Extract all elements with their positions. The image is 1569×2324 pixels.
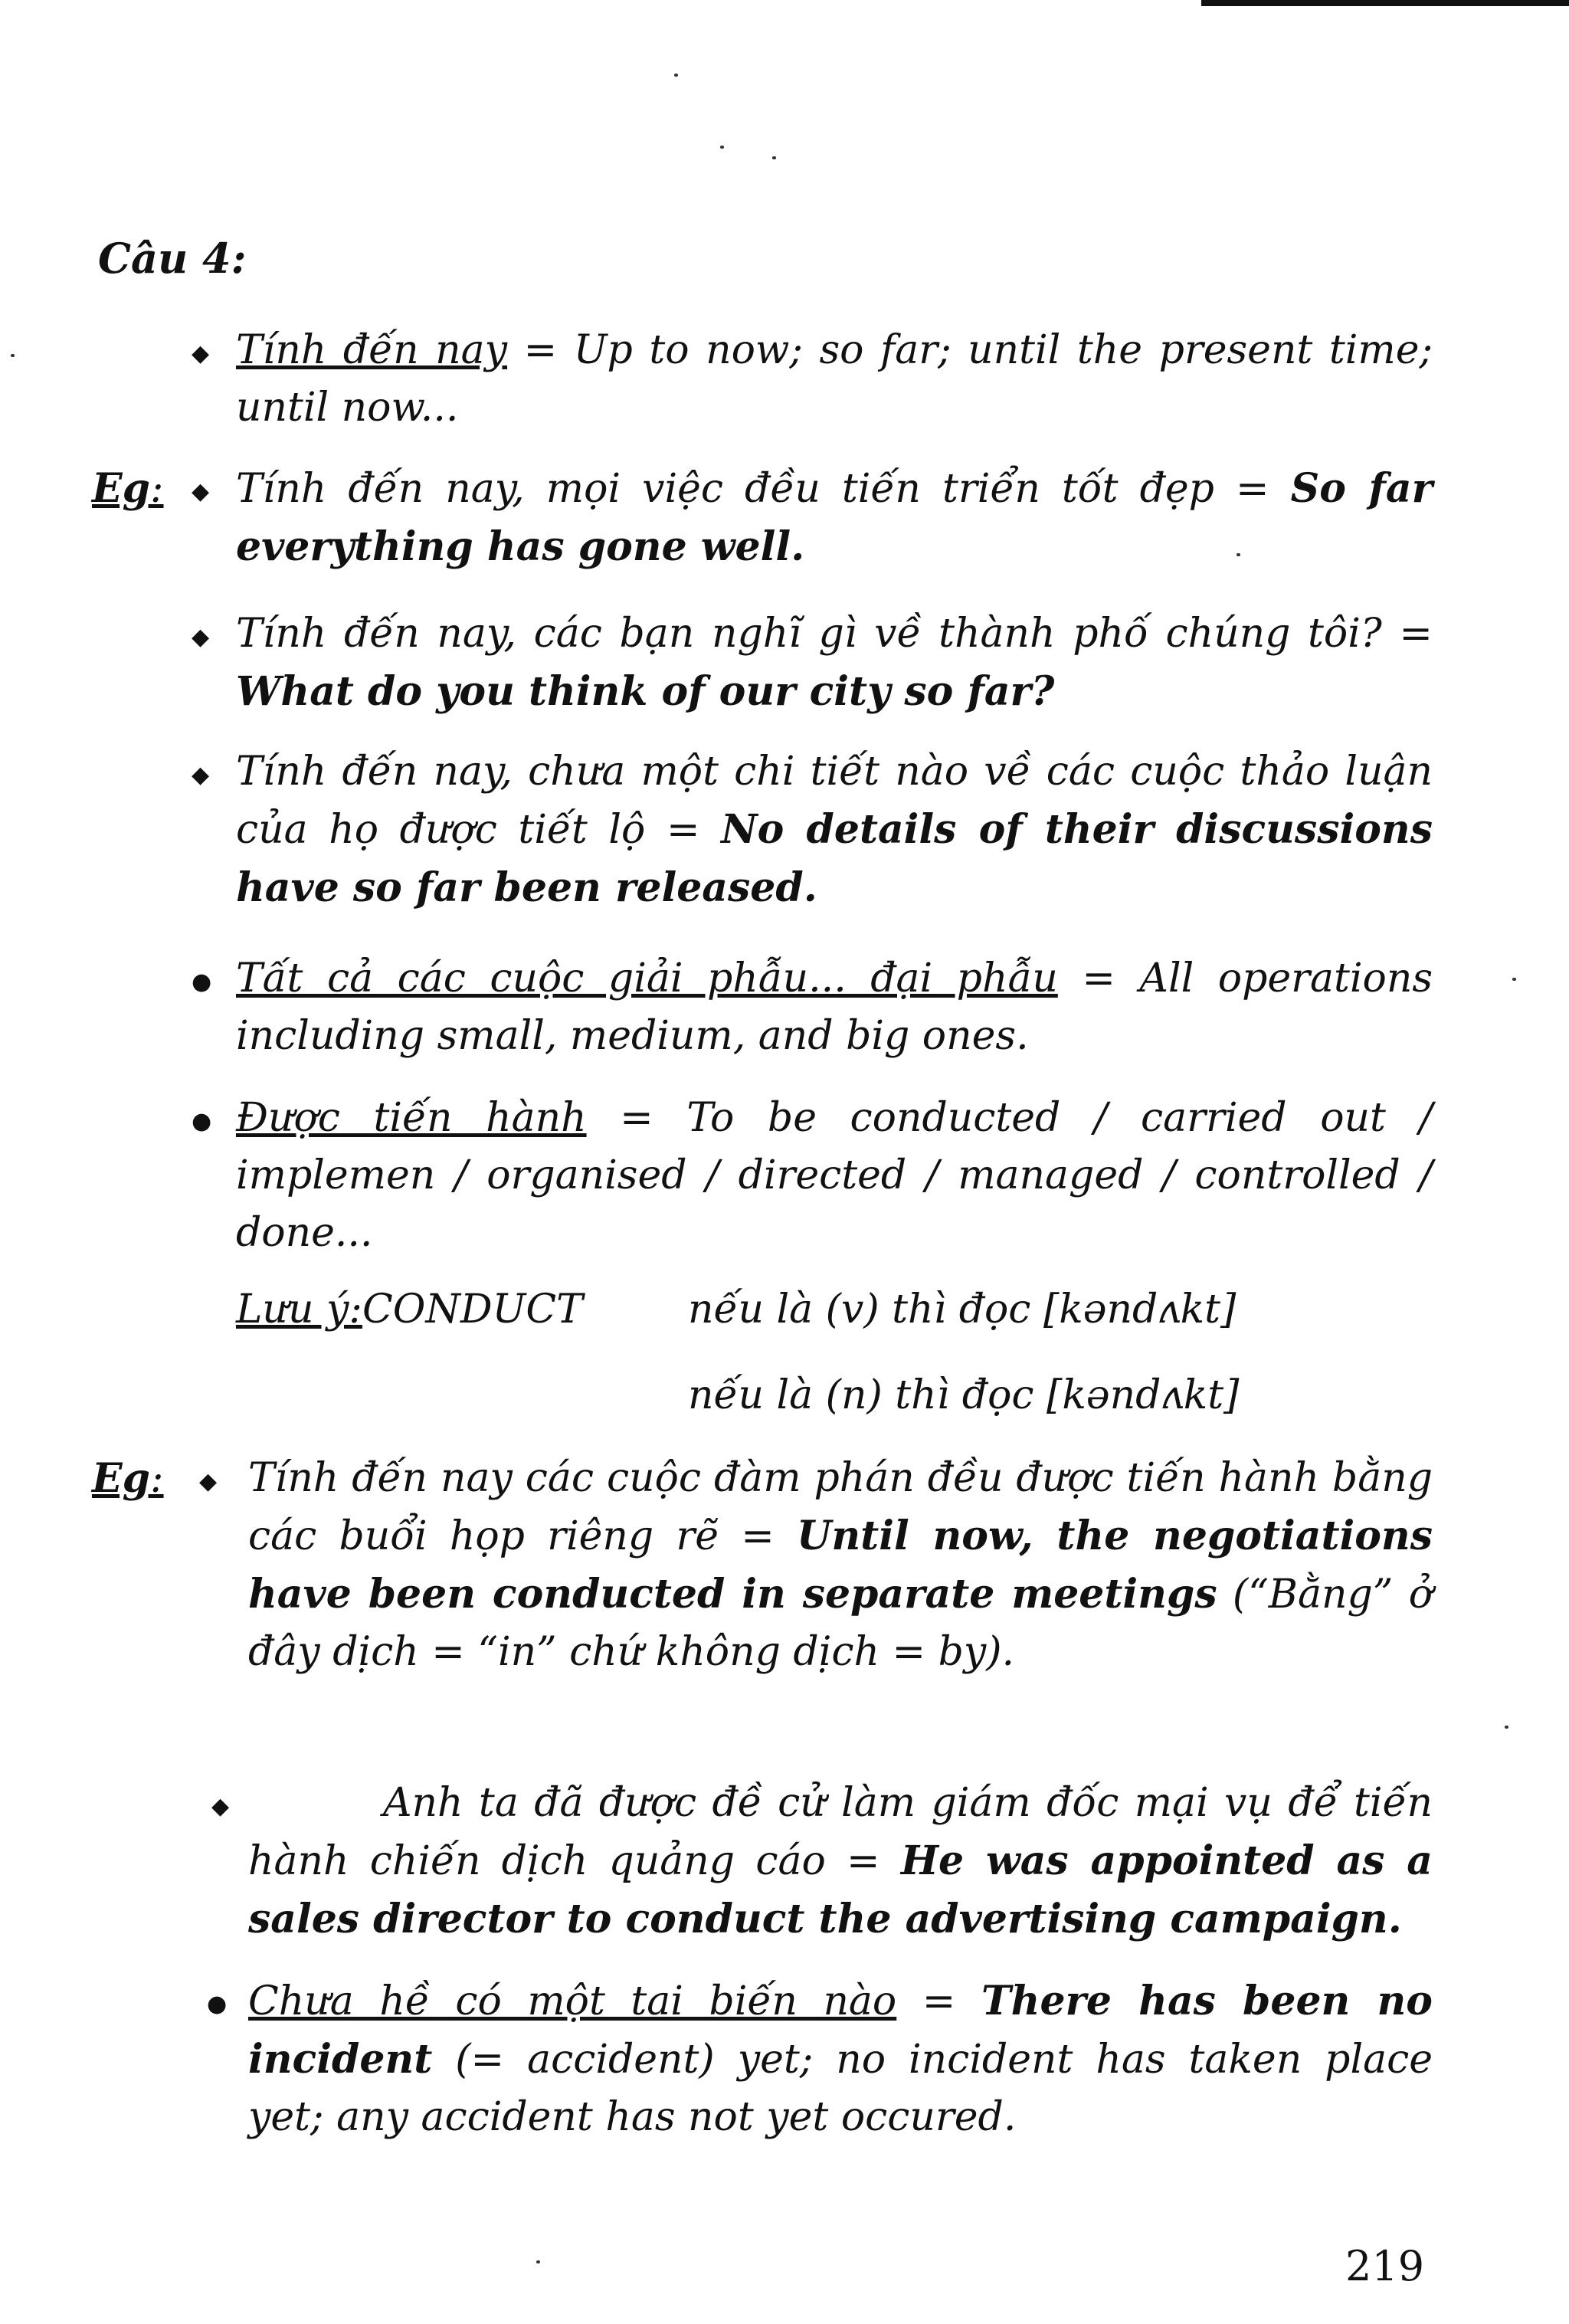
example-sentence-3 <box>236 743 1433 917</box>
vocab-item-4 <box>248 1972 1433 2146</box>
diamond-bullet-icon: ◆ <box>192 340 210 367</box>
vocab-definition: = All operations including small, medium, and big ones. <box>236 955 1433 1059</box>
vocab-item-2 <box>236 950 1433 1065</box>
translation-note: (“Bằng” ở đây dịch = “in” chứ không dịch = by). <box>248 1572 1433 1675</box>
english-translation: What do you think of our city so far? <box>236 668 1055 715</box>
equals-sign: = <box>896 1978 981 2024</box>
round-bullet-icon: ● <box>192 1108 212 1135</box>
vocab-item-1 <box>236 322 1433 437</box>
pronunciation-noun: nếu là (n) thì đọc [kəndʌkt] <box>688 1372 1240 1418</box>
vocab-definition: = Up to now; so far; until the present time; until now... <box>236 327 1433 431</box>
scan-speck <box>772 156 776 159</box>
scan-speck <box>11 354 15 357</box>
vietnamese-sentence: Tính đến nay, các bạn nghĩ gì về thành phố chúng tôi? = <box>236 611 1433 657</box>
vietnamese-sentence: Tính đến nay, chưa một chi tiết nào về các cuộc thảo luận của họ được tiết lộ = <box>236 749 1433 853</box>
vietnamese-sentence: Tính đến nay, mọi việc đều tiến triển tốt đẹp = <box>236 466 1291 512</box>
scan-speck <box>720 146 724 149</box>
vocab-term: Tính đến nay <box>236 327 508 373</box>
round-bullet-icon: ● <box>207 1991 228 2018</box>
vocab-term: Chưa hề có một tai biến nào <box>248 1978 897 2024</box>
english-continuation: (= accident) yet; no incident has taken place yet; any accident has not yet occured. <box>248 2037 1433 2140</box>
diamond-bullet-icon: ◆ <box>192 478 210 505</box>
note-label: Lưu ý: <box>236 1287 362 1332</box>
example-label: Eg: <box>92 1455 164 1502</box>
question-heading: Câu 4: <box>98 234 247 283</box>
vocab-item-3 <box>236 1090 1433 1262</box>
example-sentence-4 <box>248 1450 1433 1681</box>
diamond-bullet-icon: ◆ <box>199 1468 218 1495</box>
scan-speck <box>1512 978 1516 981</box>
english-translation: No details of their discussions have so far been released. <box>236 806 1433 911</box>
example-label: Eg: <box>92 465 164 512</box>
vocab-definition: = To be conducted / carried out / implemen / organised / directed / managed / controlled / done... <box>236 1095 1433 1256</box>
scan-speck <box>1505 1726 1508 1729</box>
english-translation: He was appointed as a sales director to conduct the advertising campaign. <box>248 1837 1433 1942</box>
pronunciation-verb: nếu là (v) thì đọc [kəndʌkt] <box>688 1287 1237 1332</box>
english-translation: So far everything has gone well. <box>236 465 1433 570</box>
english-translation: Until now, the negotiations have been conducted in separate meetings <box>248 1513 1433 1618</box>
note-word: CONDUCT <box>362 1287 583 1332</box>
vocab-term: Được tiến hành <box>236 1095 587 1141</box>
top-rule <box>1201 0 1569 6</box>
english-translation: There has been no incident <box>248 1978 1433 2083</box>
diamond-bullet-icon: ◆ <box>192 624 210 651</box>
example-sentence-5 <box>248 1775 1433 1949</box>
page-number: 219 <box>1345 2242 1425 2290</box>
scan-speck <box>674 74 678 77</box>
pronunciation-note <box>236 1281 583 1339</box>
diamond-bullet-icon: ◆ <box>192 762 210 788</box>
scan-speck <box>536 2260 540 2263</box>
diamond-bullet-icon: ◆ <box>211 1793 230 1820</box>
vietnamese-sentence: Tính đến nay các cuộc đàm phán đều được tiến hành bằng các buổi họp riêng rẽ = <box>248 1455 1433 1559</box>
example-sentence-1 <box>236 460 1433 576</box>
round-bullet-icon: ● <box>192 969 212 995</box>
vocab-term: Tất cả các cuộc giải phẫu... đại phẫu <box>236 955 1058 1001</box>
vietnamese-sentence: Anh ta đã được đề cử làm giám đốc mại vụ để tiến hành chiến dịch quảng cáo = <box>248 1780 1433 1884</box>
example-sentence-2 <box>236 605 1433 721</box>
